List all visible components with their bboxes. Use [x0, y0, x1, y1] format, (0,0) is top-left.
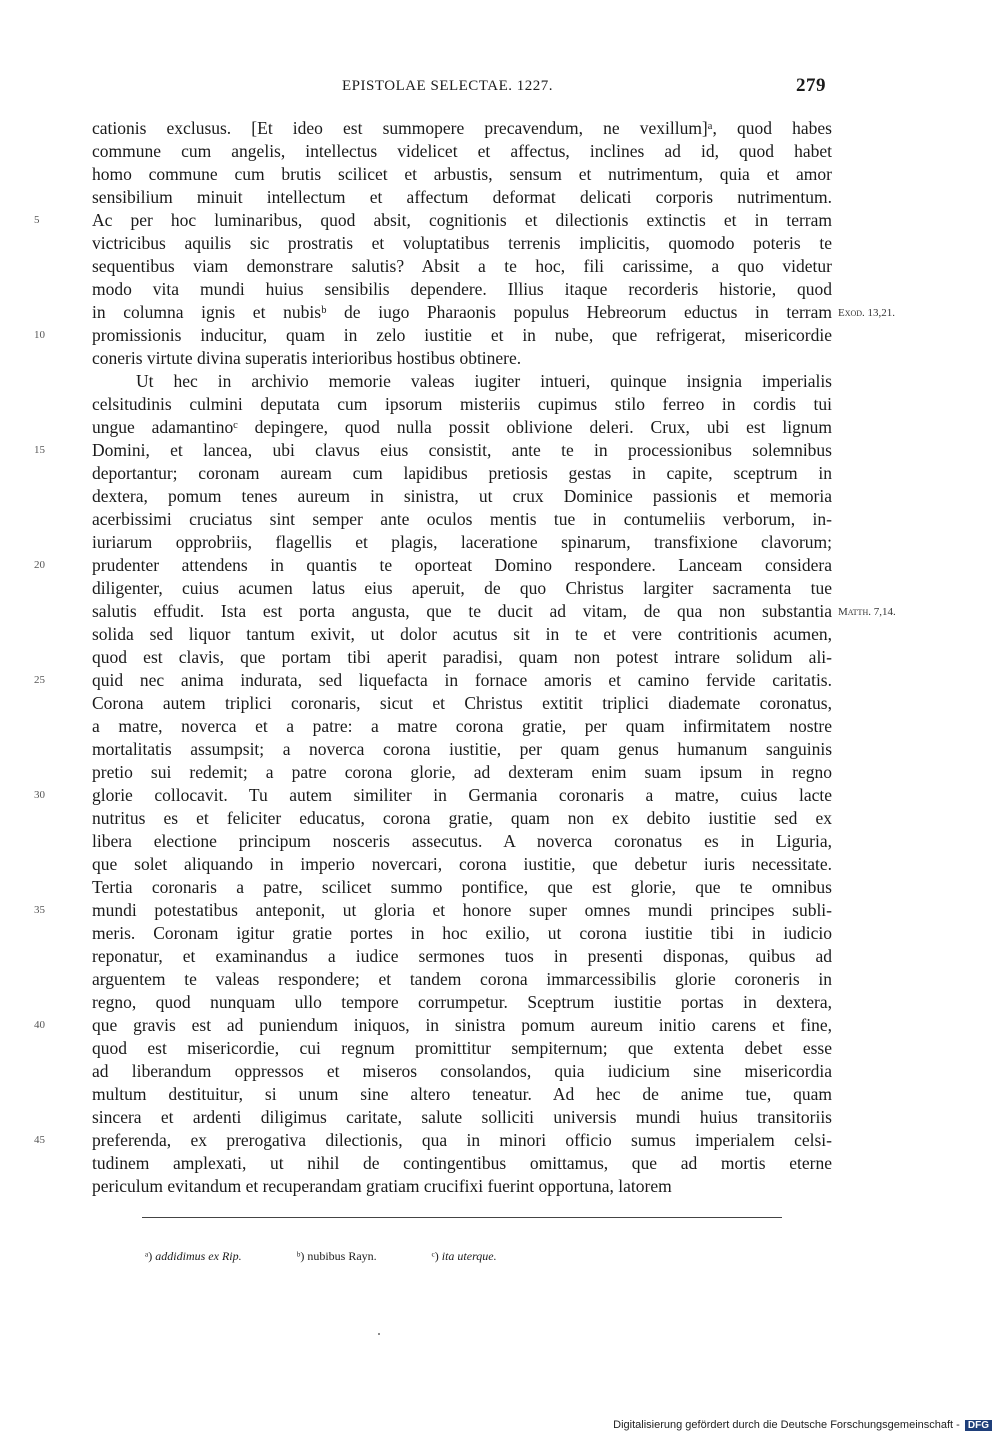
text-line: [34, 669, 832, 692]
text-line: [92, 738, 832, 761]
text-line: [92, 508, 832, 531]
line-text: ad liberandum oppressos et miseros consolandos, quia iudicium sine misericordia: [92, 1061, 832, 1081]
text-line: [92, 623, 832, 646]
text-line: [92, 715, 832, 738]
footnotes: [145, 1249, 785, 1264]
line-text: nutritus es et feliciter educatus, corona gratie, quam non ex debito iustitie sed ex: [92, 808, 832, 828]
line-text: dextera, pomum tenes aureum in sinistra, ut crux Dominice passionis et memoria: [92, 486, 832, 506]
line-text: Tertia coronaris a patre, scilicet summo pontifice, que est glorie, que te omnibus: [92, 877, 832, 897]
line-text: celsitudinis culmini deputata cum ipsorum misteriis cupimus stilo ferreo in cordis tui: [92, 394, 832, 414]
text-line: [34, 784, 832, 807]
line-text: meris. Coronam igitur gratie portes in hoc exilio, ut corona iustitie tibi in iudicio: [92, 923, 832, 943]
text-line: [92, 531, 832, 554]
text-line: [92, 876, 832, 899]
text-line: [92, 853, 832, 876]
credit-text: Digitalisierung gefördert durch die Deutsche Forschungsgemeinschaft -: [613, 1419, 960, 1431]
line-text: mortalitatis assumpsit; a noverca corona iustitie, per quam genus humanum sanguinis: [92, 739, 832, 759]
text-line: [92, 1037, 832, 1060]
line-text: Ac per hoc luminaribus, quod absit, cognitionis et dilectionis extinctis et in terram: [92, 210, 832, 230]
line-text: preferenda, ex prerogativa dilectionis, qua in minori officio sumus imperialem celsi-: [92, 1130, 832, 1150]
text-line: [34, 899, 832, 922]
text-line: [92, 692, 832, 715]
text-line: [92, 577, 832, 600]
line-text: victricibus aquilis sic prostratis et voluptatibus terrenis implicitis, quomodo poteris te: [92, 233, 832, 253]
line-number: 45: [34, 1134, 45, 1146]
marginal-reference: Exod. 13,21.: [838, 307, 896, 319]
text-line: [92, 922, 832, 945]
footnote-marker: ᵇ): [296, 1249, 305, 1263]
line-text: periculum evitandum et recuperandam gratiam crucifixi fuerint opportuna, latorem: [92, 1176, 672, 1196]
line-text: sensibilium minuit intellectum et affectum deformat delicati corporis nutrimentum.: [92, 187, 832, 207]
line-number: 30: [34, 789, 45, 801]
marginal-reference: Matth. 7,14.: [838, 606, 896, 618]
text-line: [92, 945, 832, 968]
line-number: 10: [34, 329, 45, 341]
line-text: prudenter attendens in quantis te oporteat Domino respondere. Lanceam considera: [92, 555, 832, 575]
line-text: tudinem amplexati, ut nihil de contingentibus omittamus, que ad mortis eterne: [92, 1153, 832, 1173]
text-line: [92, 232, 832, 255]
footnote-marker: ᶜ): [431, 1249, 439, 1263]
line-text: deportantur; coronam auream cum lapidibus pretiosis gestas in capite, sceptrum in: [92, 463, 832, 483]
dfg-logo: DFG: [965, 1420, 992, 1431]
line-number: 35: [34, 904, 45, 916]
footnote-marker: ᵃ): [145, 1249, 153, 1263]
line-text: diligenter, cuius acumen latus eius aperuit, de quo Christus largiter sacramenta tue: [92, 578, 832, 598]
line-text: solida sed liquor tantum exivit, ut dolor acutus sit in te et vere contritionis acumen,: [92, 624, 832, 644]
text-line: [92, 140, 832, 163]
line-number: 5: [34, 214, 40, 226]
line-text: homo commune cum brutis scilicet et arbustis, sensum et nutrimentum, quia et amor: [92, 164, 832, 184]
line-text: reponatur, et examinandus a iudice sermones tuos in presenti disponas, quibus ad: [92, 946, 832, 966]
line-text: acerbissimi cruciatus sint semper ante oculos mentis tue in contumeliis verborum, in-: [92, 509, 832, 529]
text-line: [34, 439, 832, 462]
text-line: [92, 1083, 832, 1106]
line-text: sincera et ardenti diligimus caritate, salute solliciti universis mundi huius transitoriis: [92, 1107, 832, 1127]
line-text: sequentibus viam demonstrare salutis? Absit a te hoc, fili carissime, a quo videtur: [92, 256, 832, 276]
footnote-text: addidimus ex Rip.: [155, 1249, 242, 1263]
line-text: quod est clavis, que portam tibi aperit paradisi, quam non potest intrare solidum ali-: [92, 647, 832, 667]
text-line: [92, 186, 832, 209]
line-text: promissionis inducitur, quam in zelo iustitie et in nube, que refrigerat, misericordie: [92, 325, 832, 345]
text-line: [92, 347, 832, 370]
line-number: 40: [34, 1019, 45, 1031]
text-line: [92, 600, 896, 623]
text-line: [92, 117, 832, 140]
text-line: [34, 209, 832, 232]
text-line: [92, 278, 832, 301]
footnote-text: nubibus Rayn.: [307, 1249, 377, 1263]
line-number: 15: [34, 444, 45, 456]
line-text: iuriarum opprobriis, flagellis et plagis, laceratione spinarum, transfixione clavorum;: [92, 532, 832, 552]
footnote-rule: [142, 1217, 782, 1218]
text-line: [92, 1060, 832, 1083]
text-line: [92, 163, 832, 186]
text-line: [92, 301, 896, 324]
line-text: Ut hec in archivio memorie valeas iugiter intueri, quinque insignia imperialis: [136, 371, 832, 391]
page-number: 279: [796, 75, 826, 96]
text-line: [92, 830, 832, 853]
line-text: mundi potestatibus anteponit, ut gloria et honore super omnes mundi principes subli-: [92, 900, 832, 920]
line-number: 20: [34, 559, 45, 571]
line-text: commune cum angelis, intellectus videlicet et affectus, inclines ad id, quod habet: [92, 141, 832, 161]
page-header: [0, 75, 1000, 100]
footnote-text: ita uterque.: [441, 1249, 497, 1263]
text-line: [92, 646, 832, 669]
line-text: pretio sui redemit; a patre corona glorie, ad dexteram enim suam ipsum in regno: [92, 762, 832, 782]
line-text: Domini, et lancea, ubi clavus eius consistit, ante te in processionibus solemnibus: [92, 440, 832, 460]
line-number: 25: [34, 674, 45, 686]
line-text: que solet aliquando in imperio novercari, corona iustitie, que debetur iuris necessitate.: [92, 854, 832, 874]
line-text: salutis effudit. Ista est porta angusta, que te ducit ad vitam, de qua non substantia: [92, 601, 832, 621]
text-line: [92, 393, 832, 416]
text-line: [92, 991, 832, 1014]
text-line: [34, 1014, 832, 1037]
text-line: [92, 485, 832, 508]
line-text: modo vita mundi huius sensibilis dependere. Illius itaque recorderis historie, quod: [92, 279, 832, 299]
text-line: [34, 554, 832, 577]
line-text: in columna ignis et nubisᵇ de iugo Pharaonis populus Hebreorum eductus in terram: [92, 302, 832, 322]
line-text: cationis exclusus. [Et ideo est summopere precavendum, ne vexillum]ᵃ, quod habes: [92, 118, 832, 138]
footnote-a: [145, 1249, 242, 1264]
stray-dot: [378, 1333, 380, 1335]
text-line: [92, 1152, 832, 1175]
line-text: arguentem te valeas respondere; et tandem corona immarcessibilis glorie coroneris in: [92, 969, 832, 989]
text-line: [92, 1175, 832, 1198]
line-text: Corona autem triplici coronaris, sicut et Christus extitit triplici diademate coronatus,: [92, 693, 832, 713]
line-text: libera electione principum nosceris assecutus. A noverca coronatus es in Liguria,: [92, 831, 832, 851]
text-line: [92, 807, 832, 830]
text-line: [92, 462, 832, 485]
text-line: [92, 1106, 832, 1129]
running-title: EPISTOLAE SELECTAE. 1227.: [342, 78, 554, 94]
line-text: ungue adamantinoᶜ depingere, quod nulla possit oblivione deleri. Crux, ubi est lignum: [92, 417, 832, 437]
line-text: glorie collocavit. Tu autem similiter in Germania coronaris a matre, cuius lacte: [92, 785, 832, 805]
text-line: [34, 1129, 832, 1152]
footnote-c: [432, 1249, 497, 1264]
text-line: [92, 968, 832, 991]
digitization-credit: [613, 1419, 992, 1431]
line-text: regno, quod nunquam ullo tempore corrumpetur. Sceptrum iustitie portas in dextera,: [92, 992, 832, 1012]
text-line: [92, 416, 832, 439]
line-text: quid nec anima indurata, sed liquefacta in fornace amoris et camino fervide caritatis.: [92, 670, 832, 690]
line-text: coneris virtute divina superatis interioribus hostibus obtinere.: [92, 348, 522, 368]
letter-body: [34, 117, 896, 1198]
footnote-b: [297, 1249, 377, 1264]
line-text: que gravis est ad puniendum iniquos, in sinistra pomum aureum initio carens et fine,: [92, 1015, 832, 1035]
line-text: a matre, noverca et a patre: a matre corona gratie, per quam infirmitatem nostre: [92, 716, 832, 736]
text-line: [92, 370, 832, 393]
text-line: [92, 761, 832, 784]
line-text: quod est misericordie, cui regnum promittitur sempiternum; que extenta debet esse: [92, 1038, 832, 1058]
text-line: [34, 324, 832, 347]
text-line: [92, 255, 832, 278]
line-text: multum destituitur, si unum sine altero teneatur. Ad hec de anime tue, quam: [92, 1084, 832, 1104]
